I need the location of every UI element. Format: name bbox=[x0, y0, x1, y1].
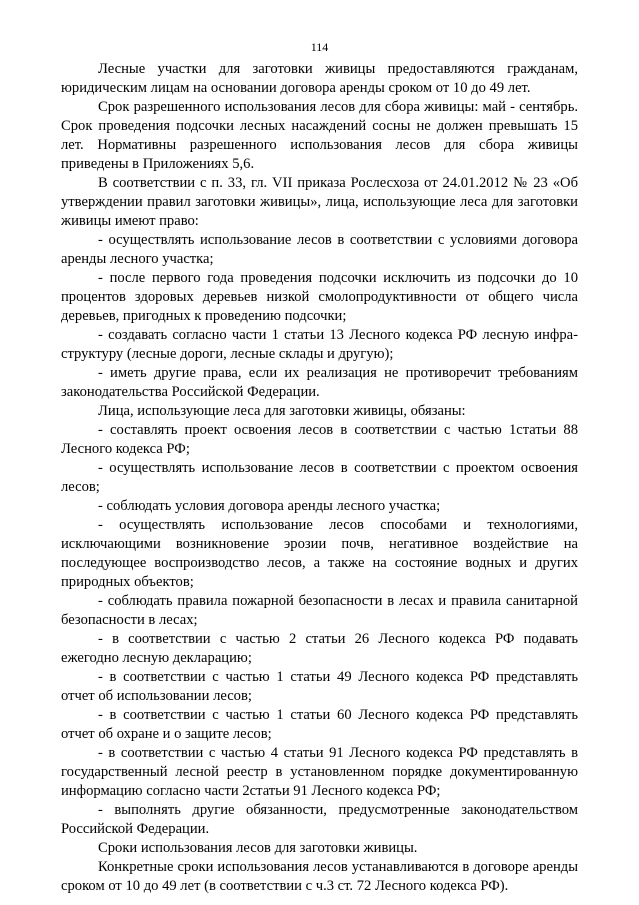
paragraph-rights-intro: В соответствии с п. 33, гл. VII приказа Рослесхоза от 24.01.2012 № 23 «Об утверждении правил заготовки живицы», лица, использующие леса для заготовки живицы имеют право: bbox=[61, 175, 578, 229]
list-item-obligation-8: - в соответствии с частью 1 статьи 60 Лесного кодекса РФ представлять отчет об охране и о защите лесов; bbox=[61, 707, 578, 742]
list-item-right-3: - создавать согласно части 1 статьи 13 Лесного кодекса РФ лесную инфраструктуру (лесные дороги, лесные склады и другую); bbox=[61, 327, 578, 362]
list-item-obligation-1: - составлять проект освоения лесов в соответствии с частью 1статьи 88 Лесного кодекса РФ; bbox=[61, 422, 578, 457]
list-item-obligation-10: - выполнять другие обязанности, предусмотренные законодательством Российской Федерации. bbox=[61, 802, 578, 837]
page-number: 114 bbox=[310, 40, 329, 54]
list-item-obligation-7: - в соответствии с частью 1 статьи 49 Лесного кодекса РФ представлять отчет об использовании лесов; bbox=[61, 669, 578, 704]
list-item-right-1: - осуществлять использование лесов в соответствии с условиями договора аренды лесного участка; bbox=[61, 232, 578, 267]
list-item-right-4: - иметь другие права, если их реализация не противоречит требованиям законодательства Российской Федерации. bbox=[61, 365, 578, 400]
list-item-obligation-9: - в соответствии с частью 4 статьи 91 Лесного кодекса РФ представлять в государственный лесной реестр в установленном порядке документированную информацию согласно части 2статьи 91 Лесного кодекса РФ; bbox=[61, 745, 578, 799]
list-item-obligation-6: - в соответствии с частью 2 статьи 26 Лесного кодекса РФ подавать ежегодно лесную декларацию; bbox=[61, 631, 578, 666]
list-item-obligation-5: - соблюдать правила пожарной безопасности в лесах и правила санитарной безопасности в лесах; bbox=[61, 593, 578, 628]
list-item-obligation-2: - осуществлять использование лесов в соответствии с проектом освоения лесов; bbox=[61, 460, 578, 495]
paragraph-usage-periods-heading: Сроки использования лесов для заготовки живицы. bbox=[98, 840, 418, 856]
paragraph-usage-periods: Конкретные сроки использования лесов устанавливаются в договоре аренды сроком от 10 до 49 лет (в соответствии с ч.3 ст. 72 Лесного кодекса РФ). bbox=[61, 859, 578, 894]
list-item-right-2: - после первого года проведения подсочки исключить из подсочки до 10 процентов здоровых деревьев низкой смолопродуктивности от общего числа деревьев, пригодных к проведению подсочки; bbox=[61, 270, 578, 324]
paragraph-lease-terms: Лесные участки для заготовки живицы предоставляются гражданам, юридическим лицам на основании договора аренды сроком от 10 до 49 лет. bbox=[61, 61, 578, 96]
document-body bbox=[61, 60, 578, 896]
paragraph-collection-period: Срок разрешенного использования лесов для сбора живицы: май - сентябрь. Срок проведения подсочки лесных насаждений сосны не должен превышать 15 лет. Нормативны разрешенного использования лесов для сбора живицы приведены в Приложениях 5,6. bbox=[61, 99, 578, 172]
list-item-obligation-4: - осуществлять использование лесов способами и технологиями, исключающими возникновение эрозии почв, негативное воздействие на последующее воспроизводство лесов, а также на состояние водных и других природных объектов; bbox=[61, 517, 578, 590]
list-item-obligation-3: - соблюдать условия договора аренды лесного участка; bbox=[98, 498, 441, 514]
paragraph-obligations-intro: Лица, использующие леса для заготовки живицы, обязаны: bbox=[98, 403, 466, 419]
